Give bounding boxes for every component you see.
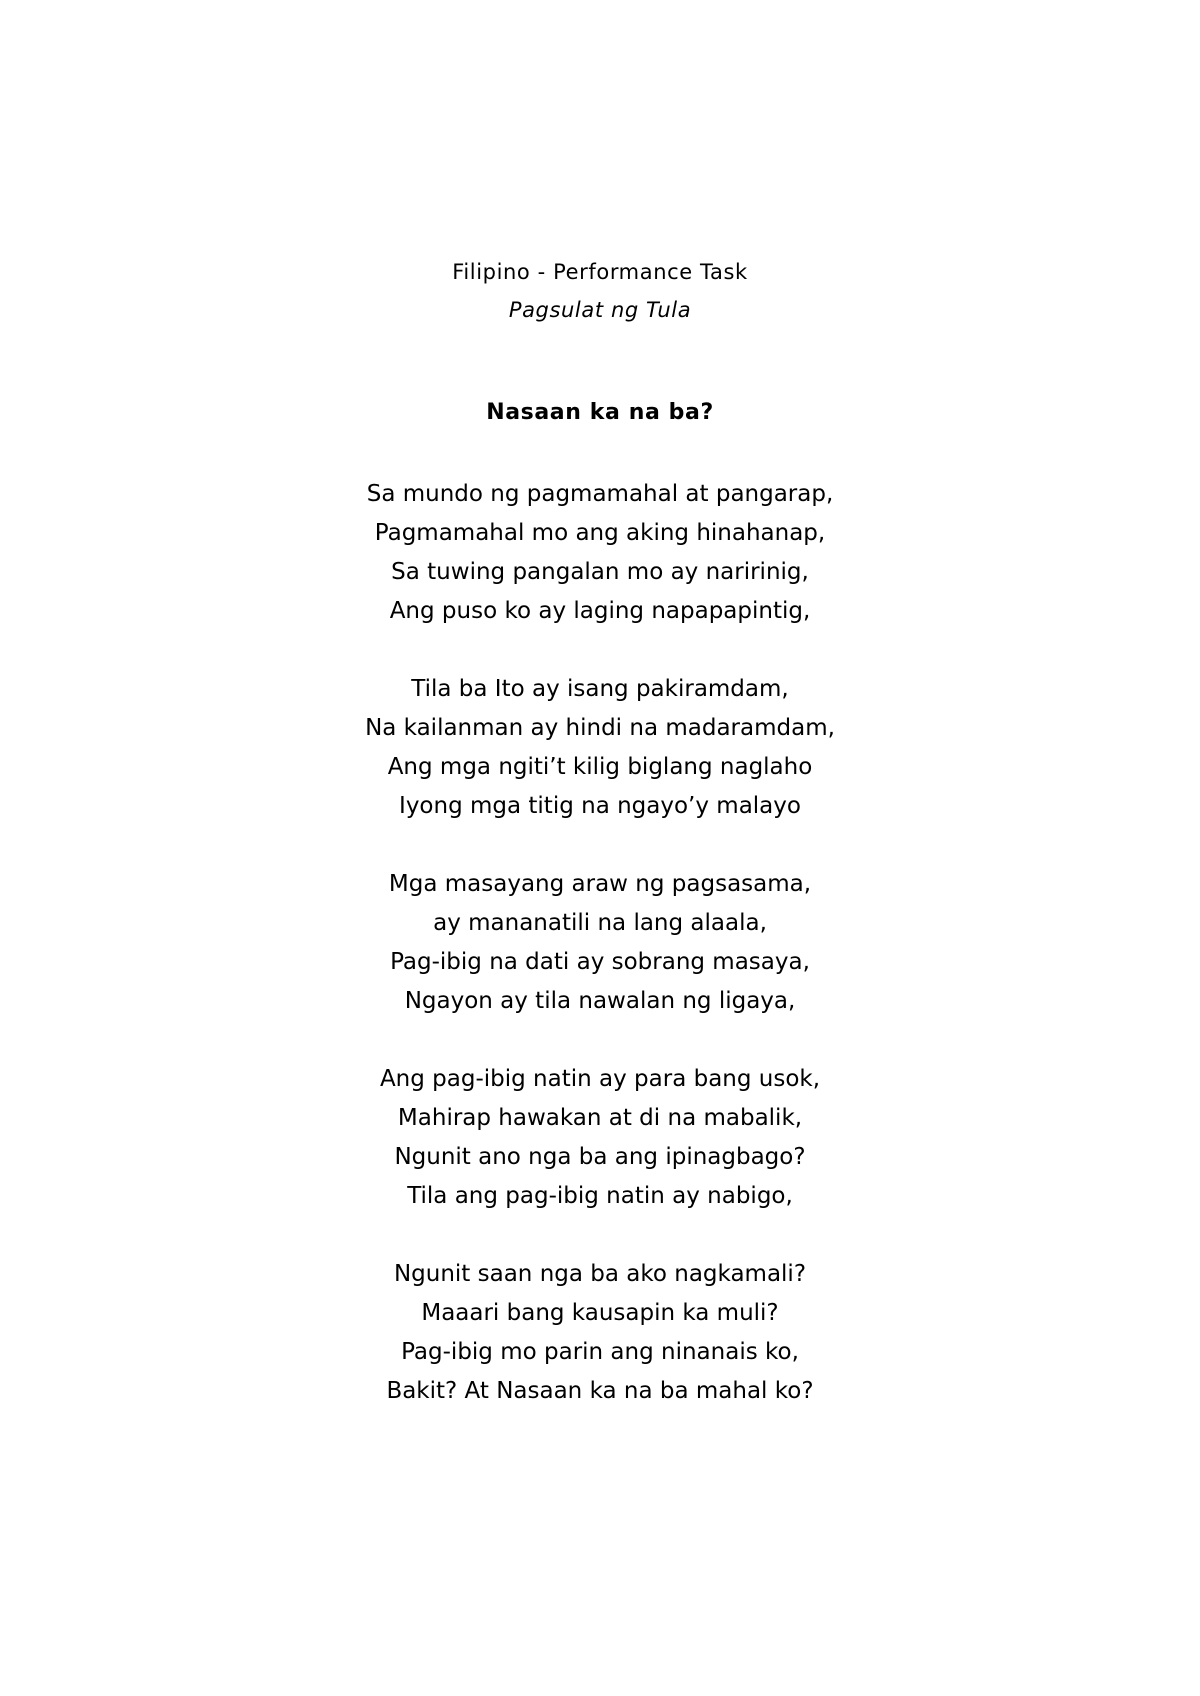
verse-line: Ang puso ko ay laging napapapintig, — [389, 598, 811, 624]
document-header — [0, 253, 1200, 329]
verse-line: Tila ba Ito ay isang pakiramdam, — [411, 676, 789, 702]
stanza — [0, 865, 1200, 1021]
stanza — [0, 1255, 1200, 1411]
verse-line: Ang mga ngiti’t kilig biglang naglaho — [387, 754, 813, 780]
verse-line: Tila ang pag-ibig natin ay nabigo, — [407, 1183, 793, 1209]
verse-line: Sa tuwing pangalan mo ay naririnig, — [391, 559, 809, 585]
document-subtitle: Pagsulat ng Tula — [508, 298, 692, 322]
verse-line: Pagmamahal mo ang aking hinahanap, — [374, 520, 826, 546]
verse-line: Sa mundo ng pagmamahal at pangarap, — [366, 481, 834, 507]
verse-line: Ngunit ano nga ba ang ipinagbago? — [394, 1144, 806, 1170]
verse-line: Mga masayang araw ng pagsasama, — [388, 871, 812, 897]
verse-line: Ngayon ay tila nawalan ng ligaya, — [404, 988, 796, 1014]
verse-line: Ngunit saan nga ba ako nagkamali? — [393, 1261, 807, 1287]
poem-title: Nasaan ka na ba? — [486, 400, 714, 425]
verse-line: Mahirap hawakan at di na mabalik, — [397, 1105, 803, 1131]
stanza — [0, 670, 1200, 826]
stanza — [0, 1060, 1200, 1216]
verse-line: Maaari bang kausapin ka muli? — [421, 1300, 779, 1326]
course-line: Filipino - Performance Task — [452, 260, 748, 284]
verse-line: Pag-ibig na dati ay sobrang masaya, — [390, 949, 810, 975]
verse-line: Ang pag-ibig natin ay para bang usok, — [379, 1066, 821, 1092]
verse-line: ay mananatili na lang alaala, — [433, 910, 767, 936]
verse-line: Na kailanman ay hindi na madaramdam, — [365, 715, 835, 741]
verse-line: Pag-ibig mo parin ang ninanais ko, — [401, 1339, 799, 1365]
poem-body — [0, 475, 1200, 1411]
stanza — [0, 475, 1200, 631]
verse-line: Iyong mga titig na ngayo’y malayo — [399, 793, 801, 819]
verse-line: Bakit? At Nasaan ka na ba mahal ko? — [386, 1378, 814, 1404]
